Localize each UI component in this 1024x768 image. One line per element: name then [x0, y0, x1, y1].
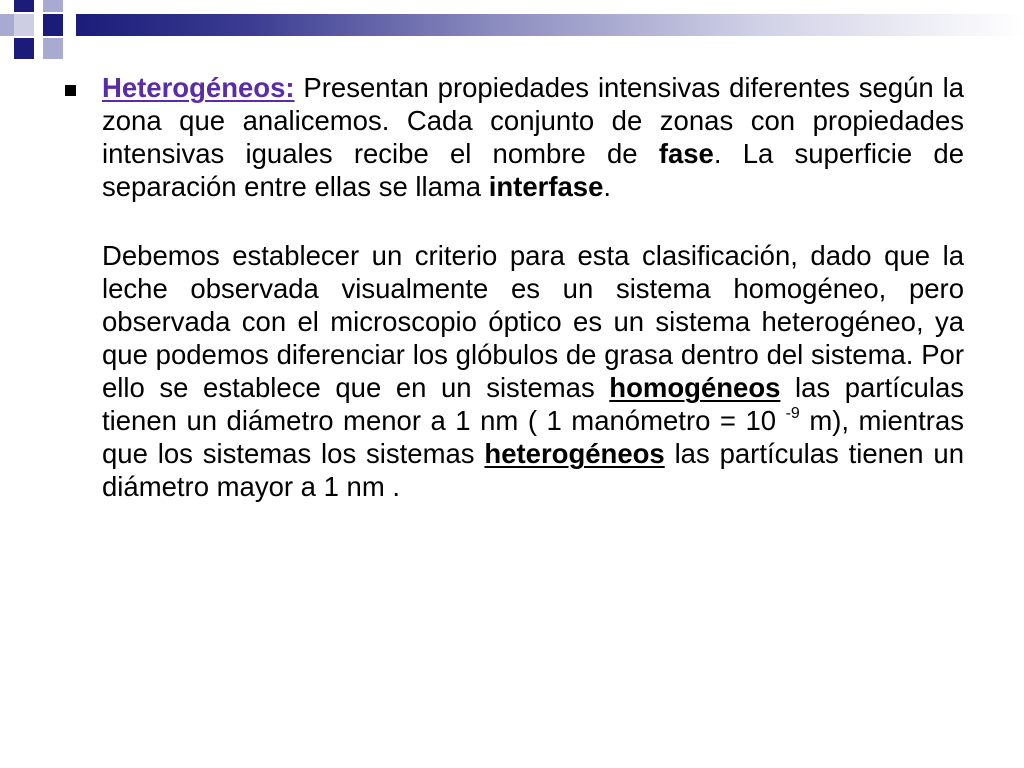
- term-homogeneos: homogéneos: [609, 372, 781, 403]
- decorative-squares-icon: [0, 0, 1024, 70]
- slide-body: [102, 71, 964, 503]
- deco-square: [43, 14, 63, 36]
- square-bullet-icon: [65, 85, 76, 96]
- deco-square: [43, 38, 63, 59]
- explanation-paragraph: [102, 239, 964, 503]
- term-heterogeneos: heterogéneos: [484, 438, 665, 469]
- term-interfase: interfase: [488, 171, 604, 202]
- bullet-text: .: [603, 171, 612, 202]
- paragraph-text: las partículas tienen un diámetro mayor a 1 nm .: [102, 438, 964, 502]
- term-fase: fase: [658, 138, 714, 169]
- deco-square: [14, 38, 34, 59]
- header-gradient-bar: [76, 14, 1024, 36]
- deco-square: [43, 0, 63, 12]
- paragraph-text: Debemos establecer un criterio para esta clasificación, dado que la leche observada visualmente es un sistema homogéneo, pero observada con el microscopio óptico es un sistema heterogéneo, ya que podemos diferenciar los glóbulos de grasa dentro del sistema. Por ello se establece que en un sistemas: [102, 240, 964, 403]
- paragraph-text: las partículas tienen un diámetro menor a 1 nm ( 1 manómetro = 10: [102, 372, 964, 436]
- paragraph-text: m), mientras que los sistemas los sistemas: [102, 405, 964, 469]
- bullet-text: . La superficie de separación entre ellas se llama: [102, 138, 964, 202]
- exponent: -9: [785, 405, 800, 422]
- bullet-paragraph: [102, 71, 964, 203]
- deco-square: [14, 0, 34, 12]
- term-heterogeneos-heading: Heterogéneos:: [102, 72, 295, 103]
- deco-square: [0, 14, 14, 36]
- deco-square: [14, 14, 34, 36]
- bullet-text: Presentan propiedades intensivas diferentes según la zona que analicemos. Cada conjunto de zonas con propiedades intensivas iguales recibe el nombre de: [102, 72, 964, 169]
